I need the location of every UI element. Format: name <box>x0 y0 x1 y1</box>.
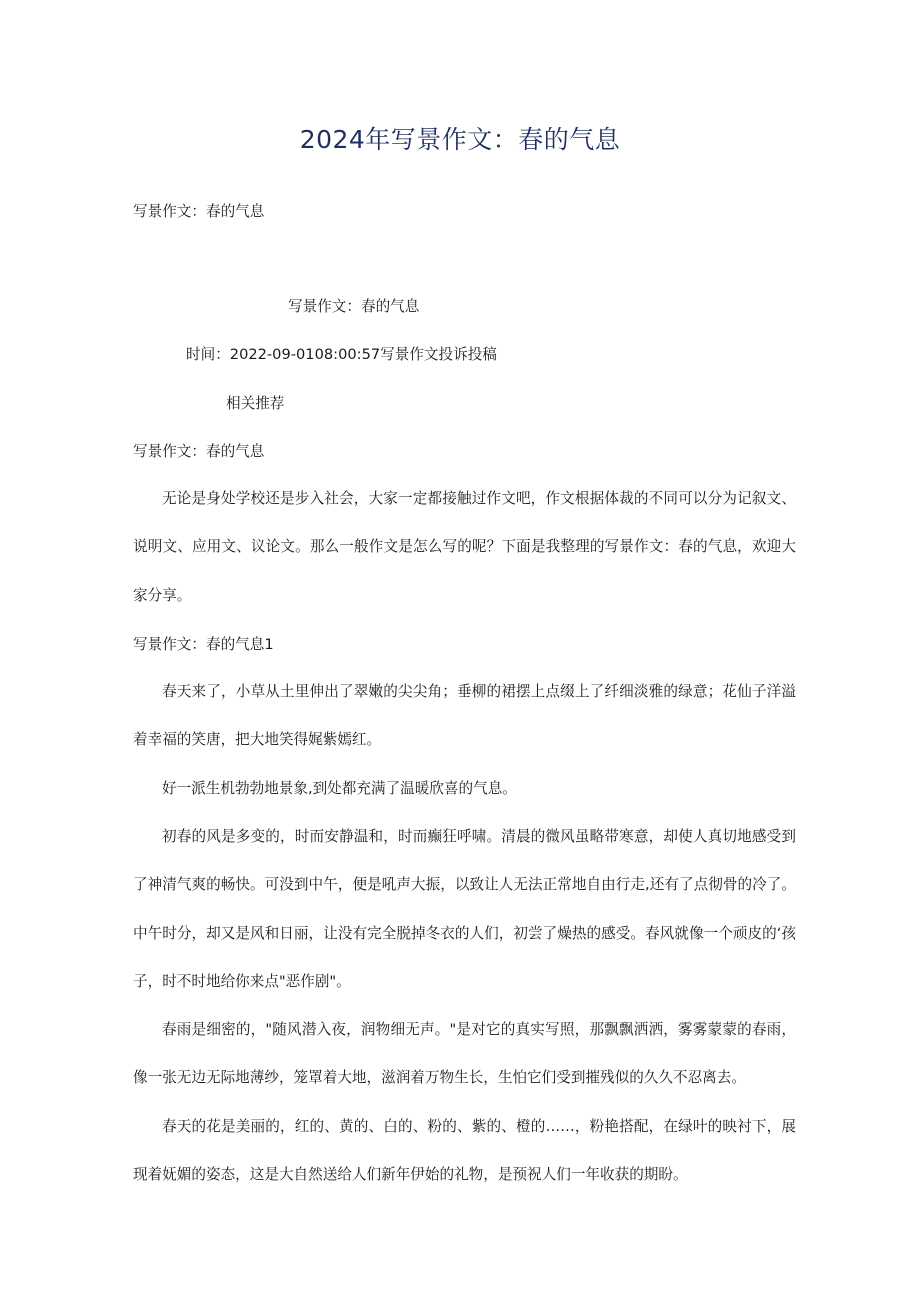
paragraph-3: 初春的风是多变的，时而安静温和，时而癫狂呼啸。清晨的微风虽略带寒意，却使人真切地感受到了神清气爽的畅快。可没到中午，便是吼声大振，以致让人无法正常地自由行走,还有了点彻骨的冷了。中午时分，却又是风和日丽，让没有完全脱掉冬衣的人们，初尝了燥热的感受。春风就像一个顽皮的‘孩子，时不时地给你来点"恶作剧"。 <box>133 828 796 990</box>
document-title: 2024年写景作文：春的气息 <box>299 125 621 154</box>
intro-paragraph: 无论是身处学校还是步入社会，大家一定都接触过作文吧，作文根据体裁的不同可以分为记叙文、说明文、应用文、议论文。那么一般作文是怎么写的呢？下面是我整理的写景作文：春的气息，欢迎大家分享。 <box>133 490 796 604</box>
article-header: 写景作文：春的气息 <box>288 298 420 315</box>
essay-heading: 写景作文：春的气息1 <box>133 636 274 653</box>
article-meta: 时间：2022-09-0108:00:57写景作文投诉投稿 <box>186 346 497 363</box>
related-label: 相关推荐 <box>226 395 285 412</box>
document-subtitle: 写景作文：春的气息 <box>133 203 265 220</box>
paragraph-1: 春天来了，小草从土里伸出了翠嫩的尖尖角；垂柳的裙摆上点缀上了纤细淡雅的绿意；花仙子洋溢着幸福的笑唐，把大地笑得娓紫嫣红。 <box>133 683 796 749</box>
section-heading: 写景作文：春的气息 <box>133 443 265 460</box>
paragraph-5: 春天的花是美丽的，红的、黄的、白的、粉的、紫的、橙的……，粉艳搭配，在绿叶的映衬下，展现着妩媚的姿态，这是大自然送给人们新年伊始的礼物，是预祝人们一年收获的期盼。 <box>133 1118 796 1184</box>
paragraph-2: 好一派生机勃勃地景象,到处都充满了温暖欣喜的气息。 <box>162 780 517 797</box>
paragraph-4: 春雨是细密的，"随风潜入夜，润物细无声。"是对它的真实写照，那飘飘洒洒，雾雾蒙蒙的春雨，像一张无边无际地薄纱，笼罩着大地，滋润着万物生长，生怕它们受到摧残似的久久不忍离去。 <box>133 1021 796 1087</box>
